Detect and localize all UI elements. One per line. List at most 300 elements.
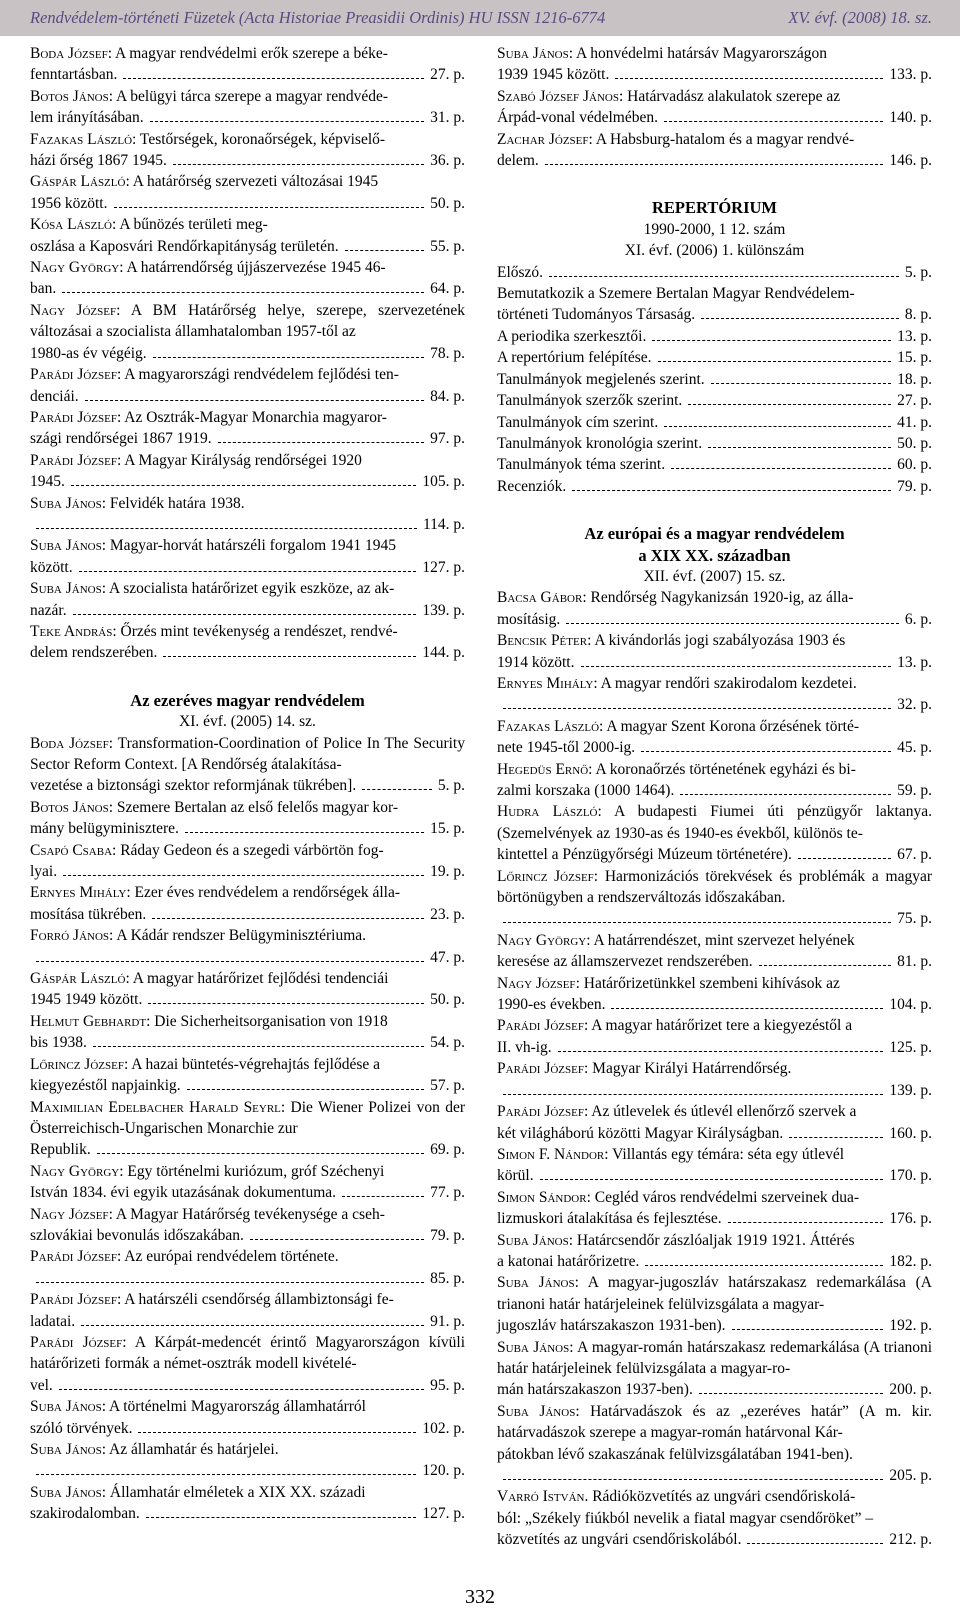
entry-title-end: mosítása tükrében.: [30, 905, 147, 923]
entry-tail: [497, 780, 932, 801]
dot-leader: [342, 1196, 424, 1197]
page-reference: 77. p.: [430, 1184, 465, 1202]
entry-title-end: 1945.: [30, 473, 65, 491]
entry-heading: [497, 759, 932, 780]
entry-author: Suba János: [497, 1402, 576, 1420]
entry-tail: [30, 1225, 465, 1246]
page-reference: 6. p.: [904, 610, 932, 628]
entry-author: Nagy György: [30, 259, 120, 277]
dot-leader: [73, 614, 417, 615]
toc-entry: [497, 1015, 932, 1058]
page-reference: 75. p.: [897, 910, 932, 928]
page-reference: 27. p.: [897, 392, 932, 410]
dot-leader: [701, 318, 899, 319]
toc-entry: [30, 535, 465, 578]
dot-leader: [146, 1517, 417, 1518]
entry-title: : Egy történelmi kuriózum, gróf Széchenyi: [119, 1162, 385, 1180]
entry-tail: [497, 609, 932, 630]
entry-title: : A kivándorlás jogi szabályozása 1903 és: [587, 632, 846, 650]
page-reference: 13. p.: [897, 653, 932, 671]
entry-title-end: pátokban lévő szakaszának felülvizsgálatában 1941-ben).: [497, 1445, 853, 1463]
dot-leader: [671, 468, 891, 469]
toc-entry: [30, 578, 465, 621]
entry-tail: [497, 1508, 932, 1529]
entry-author: Suba János: [497, 1338, 570, 1356]
page-reference: 140. p.: [889, 109, 932, 127]
entry-heading: [497, 283, 932, 304]
dot-leader: [615, 78, 883, 79]
entry-title-end: ladatai.: [30, 1312, 76, 1330]
entry-author: Suba János: [30, 1398, 102, 1416]
entry-tail: [30, 557, 465, 578]
entry-title: : Transformation-Coordination of Police In The Security Sector Reform Context. [A Rendőrség átalakítása-: [30, 734, 465, 773]
page-reference: 15. p.: [897, 349, 932, 367]
entry-heading: [497, 801, 932, 844]
toc-entry: [30, 129, 465, 172]
page-reference: 67. p.: [897, 846, 932, 864]
entry-heading: [497, 673, 932, 694]
entry-title-end: mán határszakaszon 1937-ben).: [497, 1381, 693, 1399]
entry-title: : A bűnözés területi meg-: [112, 216, 268, 234]
entry-title: : Ráday Gedeon és a szegedi várbörtön fog-: [112, 841, 384, 859]
toc-entry: [497, 1401, 932, 1465]
dot-leader: [699, 1393, 884, 1394]
page-reference: 146. p.: [889, 152, 932, 170]
entry-title-end: nete 1945-től 2000-ig.: [497, 739, 636, 757]
dot-leader: [688, 404, 891, 405]
toc-entry: [30, 882, 465, 925]
dot-leader: [549, 276, 899, 277]
entry-heading: [30, 43, 465, 64]
entry-tail: [30, 107, 465, 128]
page-reference: 60. p.: [897, 456, 932, 474]
entry-title-end: kiegyezéstől napjainkig.: [30, 1077, 181, 1095]
toc-entry: [497, 716, 932, 759]
page-reference: 27. p.: [430, 66, 465, 84]
page-reference: 212. p.: [889, 1531, 932, 1549]
entry-tail: [30, 343, 465, 364]
entry-list-1: [30, 43, 465, 664]
entry-title-end: kintettel a Pénzügyőrségi Múzeum történetére).: [497, 846, 792, 864]
page-reference: 81. p.: [897, 953, 932, 971]
entry-tail: [497, 326, 932, 347]
entry-title-end: Tanulmányok téma szerint.: [497, 456, 666, 474]
entry-title: Bemutatkozik a Szemere Bertalan Magyar Rendvédelem-: [497, 285, 855, 303]
page-reference: 41. p.: [897, 413, 932, 431]
entry-tail: [497, 1208, 932, 1229]
entry-title: : Cegléd város rendvédelmi szerveinek dua-: [586, 1188, 860, 1206]
entry-heading: [497, 43, 932, 64]
toc-entry: [30, 1439, 465, 1482]
dot-leader: [759, 965, 892, 966]
entry-title-end: a katonai határőrizetre.: [497, 1252, 640, 1270]
entry-heading: [30, 129, 465, 150]
dot-leader: [163, 656, 416, 657]
toc-entry: [30, 1289, 465, 1332]
page-reference: 54. p.: [430, 1034, 465, 1052]
entry-heading: [30, 1396, 465, 1417]
entry-title-end: szakirodalomban.: [30, 1505, 140, 1523]
entry-title: : Az Osztrák-Magyar Monarchia magyaror-: [116, 408, 387, 426]
page-reference: 50. p.: [897, 434, 932, 452]
entry-heading: [30, 925, 465, 946]
entry-tail: [30, 193, 465, 214]
dot-leader: [503, 922, 891, 923]
dot-leader: [664, 121, 883, 122]
page-reference: 192. p.: [889, 1317, 932, 1335]
entry-author: Ernyes Mihály: [497, 674, 594, 692]
toc-entry: [30, 407, 465, 450]
dot-leader: [789, 1137, 883, 1138]
page-reference: 59. p.: [897, 782, 932, 799]
entry-title: : A határszéli csendőrség állambiztonsági fe-: [116, 1291, 394, 1309]
entry-heading: [497, 1058, 932, 1079]
entry-title: : Magyar Királyi Határrendőrség.: [583, 1060, 792, 1078]
dot-leader: [572, 490, 891, 491]
entry-heading: [30, 535, 465, 556]
entry-author: Suba János: [497, 1231, 569, 1249]
entry-author: Parádi József: [30, 408, 117, 426]
entry-tail: [30, 471, 465, 492]
toc-entry: [497, 129, 932, 172]
entry-author: Szabó József János: [497, 87, 619, 105]
entry-heading: [30, 86, 465, 107]
entry-heading: [497, 930, 932, 951]
toc-entry: [497, 1230, 932, 1273]
entry-title: : Die Wiener Polizei von der Österreichisch-Ungarischen Monarchie zur: [30, 1098, 465, 1137]
entry-title: : Harmonizációs törekvések és problémák a magyar börtönügyben a rendszerváltozás időszakában.: [497, 867, 932, 907]
entry-tail: [497, 454, 932, 475]
toc-entry: [497, 630, 932, 673]
page-reference: 205. p.: [889, 1467, 932, 1484]
toc-entry: [30, 1246, 465, 1289]
entry-title: : Az útlevelek és útlevél ellenőrző szervek a: [583, 1103, 857, 1121]
section-title: Az európai és a magyar rendvédelem: [584, 524, 845, 544]
entry-title-end: A periodika szerkesztői.: [497, 327, 647, 345]
entry-heading: [30, 1054, 465, 1075]
entry-tail: [30, 775, 465, 796]
entry-title: : Rendőrség Nagykanizsán 1920-ig, az álla-: [582, 589, 854, 607]
entry-tail: [497, 1251, 932, 1272]
entry-title-end: keresése az államszervezet rendszerében.: [497, 953, 753, 971]
entry-tail: [497, 347, 932, 368]
entry-title-end: két világháború közötti Magyar Királyságban.: [497, 1124, 784, 1142]
entry-heading: [30, 733, 465, 776]
dot-leader: [732, 1329, 884, 1330]
page-reference: 45. p.: [897, 739, 932, 757]
toc-entry: [30, 1482, 465, 1525]
entry-title: : Államhatár elméletek a XIX XX. századi: [101, 1483, 366, 1501]
toc-entry: [30, 1161, 465, 1204]
entry-title: : A hazai büntetés-végrehajtás fejlődése a: [123, 1055, 381, 1073]
page-reference: 79. p.: [897, 477, 932, 495]
entry-tail: [497, 107, 932, 128]
entry-title: : A magyar határőrizet fejlődési tendenciái: [125, 970, 389, 988]
dot-leader: [93, 1046, 424, 1047]
dot-leader: [81, 1325, 424, 1326]
entry-author: Suba János: [30, 537, 102, 555]
entry-heading: [497, 129, 932, 150]
page-reference: 19. p.: [430, 863, 465, 881]
entry-heading: [30, 450, 465, 471]
entry-title-end: 1914 között.: [497, 653, 575, 671]
entry-tail: [30, 1503, 465, 1524]
entry-tail: [30, 514, 465, 535]
page-reference: 102. p.: [422, 1419, 465, 1437]
entry-title: : Die Sicherheitsorganisation von 1918: [146, 1012, 388, 1030]
dot-leader: [652, 340, 891, 341]
dot-leader: [558, 1051, 884, 1052]
entry-title: : A határrendészet, mint szervezet helyének: [586, 931, 855, 949]
entry-title-end: házi őrség 1867 1945.: [30, 152, 167, 170]
page-reference: 13. p.: [897, 327, 932, 345]
entry-list-2: [30, 733, 465, 1525]
entry-heading: [30, 1289, 465, 1310]
entry-tail: [30, 861, 465, 882]
toc-entry: [30, 300, 465, 364]
dot-leader: [152, 918, 424, 919]
entry-title-end: 1980-as év végéig.: [30, 344, 147, 362]
toc-entry: [30, 214, 465, 257]
entry-author: Forró János: [30, 927, 110, 945]
entry-heading: [497, 1187, 932, 1208]
entry-title: : Szemere Bertalan az első felelős magyar kor-: [108, 798, 399, 816]
toc-entry: [497, 1272, 932, 1336]
entry-author: Lőrincz József: [497, 867, 594, 885]
dot-leader: [36, 528, 417, 529]
entry-tail: [497, 476, 932, 497]
entry-tail: [497, 1379, 932, 1400]
toc-entry: [30, 364, 465, 407]
entry-heading: [30, 1332, 465, 1375]
dot-leader: [97, 1153, 424, 1154]
entry-tail: [30, 1460, 465, 1481]
dot-leader: [153, 357, 424, 358]
dot-leader: [728, 1222, 884, 1223]
toc-entry: [497, 262, 932, 283]
entry-author: Zachar József: [497, 130, 589, 148]
entry-heading: [30, 300, 465, 343]
page-reference: 5. p.: [437, 777, 465, 795]
dot-leader: [123, 78, 424, 79]
entry-title: : Ezer éves rendvédelem a rendőrségek álla-: [126, 884, 400, 902]
entry-heading: [30, 1161, 465, 1182]
entry-heading: [497, 1337, 932, 1380]
entry-author: Gáspár László: [30, 970, 126, 988]
entry-title: : A magyar-jugoszláv határszakasz redemarkálása (A trianoni határ határjeleinek felülvizsgálata a magyar-: [497, 1274, 932, 1313]
entry-tail: [497, 844, 932, 865]
entry-tail: [30, 1139, 465, 1160]
dot-leader: [79, 571, 417, 572]
toc-entry: [497, 369, 932, 390]
entry-heading: [30, 1097, 465, 1140]
entry-tail: [30, 428, 465, 449]
entry-author: Parádi József: [30, 1248, 117, 1266]
dot-leader: [503, 1479, 883, 1480]
toc-entry: [497, 412, 932, 433]
entry-heading: [30, 621, 465, 642]
entry-author: Maximilian Edelbacher Harald Seyrl: [30, 1098, 281, 1116]
page-reference: 200. p.: [889, 1381, 932, 1399]
entry-title-end: Tanulmányok kronológia szerint.: [497, 434, 703, 452]
entry-author: Suba János: [30, 580, 102, 598]
entry-author: Helmut Gebhardt: [30, 1012, 147, 1030]
entry-title-end: ból: „Székely fiúkból nevelik a fiatal magyar csendőröket” –: [497, 1509, 874, 1527]
entry-heading: [30, 1246, 465, 1267]
page-reference: 133. p.: [889, 66, 932, 84]
entry-author: Nagy György: [497, 931, 587, 949]
entry-title: : Magyar-horvát határszéli forgalom 1941 1945: [101, 537, 396, 555]
dot-leader: [36, 961, 424, 962]
entry-heading: [497, 1230, 932, 1251]
dot-leader: [218, 442, 424, 443]
entry-title-end: körül.: [497, 1167, 534, 1185]
entry-tail: [30, 989, 465, 1010]
entry-title-end: fenntartásban.: [30, 66, 118, 84]
entry-heading: [30, 840, 465, 861]
entry-tail: [30, 64, 465, 85]
entry-heading: [30, 214, 465, 235]
entry-title-end: lyai.: [30, 863, 58, 881]
dot-leader: [711, 383, 891, 384]
entry-list-5: [497, 587, 932, 1550]
dot-leader: [345, 250, 425, 251]
entry-title-end: szlovákiai bevonulás időszakában.: [30, 1226, 244, 1244]
entry-author: Bencsik Péter: [497, 632, 588, 650]
dot-leader: [59, 1389, 424, 1390]
entry-title-end: ban.: [30, 280, 57, 298]
entry-title: : A budapesti Fiumei úti pénzügyőr laktanya. (Szemelvények az 1930-as és 1940-es évekből, különös te-: [497, 803, 932, 842]
entry-title-end: lizmuskori átalakítása és fejlesztése.: [497, 1210, 722, 1228]
entry-tail: [497, 1123, 932, 1144]
page-reference: 18. p.: [897, 370, 932, 388]
entry-title-end: jugoszláv határszakaszon 1931-ben).: [497, 1317, 726, 1335]
journal-title: Rendvédelem-történeti Füzetek (Acta Historiae Preasidii Ordinis) HU ISSN 1216-6774: [30, 8, 606, 27]
entry-tail: [497, 1315, 932, 1336]
dot-leader: [581, 666, 892, 667]
entry-title-end: 1945 1949 között.: [30, 991, 143, 1009]
toc-entry: [30, 1011, 465, 1054]
entry-heading: [30, 493, 465, 514]
page-reference: 69. p.: [430, 1141, 465, 1159]
dot-leader: [114, 207, 425, 208]
entry-title-end: történeti Tudományos Társaság.: [497, 306, 696, 324]
toc-entry: [30, 171, 465, 214]
entry-tail: [30, 818, 465, 839]
entry-title-end: bis 1938.: [30, 1034, 87, 1052]
entry-tail: [497, 737, 932, 758]
toc-entry: [30, 1054, 465, 1097]
entry-author: Nagy József: [30, 1205, 109, 1223]
page-reference: 23. p.: [430, 905, 465, 923]
entry-author: Suba János: [497, 45, 569, 62]
dot-leader: [566, 623, 899, 624]
right-column: [497, 43, 932, 1551]
entry-title-end: delem.: [497, 152, 539, 170]
toc-entry: [30, 1204, 465, 1247]
page-reference: 182. p.: [889, 1252, 932, 1270]
page-reference: 160. p.: [889, 1124, 932, 1142]
entry-title: : A magyar-román határszakasz redemarkálása (A trianoni határ határjeleinek felülvizsgálata a magyar-ro-: [497, 1338, 932, 1377]
dot-leader: [85, 400, 424, 401]
entry-author: Parádi József: [30, 1291, 117, 1309]
entry-title-end: denciái.: [30, 387, 79, 405]
page-reference: 5. p.: [904, 263, 932, 281]
entry-tail: [497, 1465, 932, 1486]
entry-title: : Testőrségek, koronaőrségek, képviselő-: [132, 130, 386, 148]
entry-heading: [497, 1144, 932, 1165]
entry-heading: [497, 587, 932, 608]
toc-entry: [30, 43, 465, 86]
entry-author: Suba János: [497, 1274, 575, 1292]
entry-tail: [30, 1375, 465, 1396]
entry-list-3: [497, 43, 932, 171]
entry-author: Varró István: [497, 1488, 585, 1506]
entry-title: : Határcsendőr zászlóaljak 1919 1921. Áttérés: [568, 1231, 855, 1249]
toc-entry: [497, 801, 932, 865]
page-reference: 32. p.: [897, 696, 932, 714]
toc-entry: [30, 86, 465, 129]
entry-author: Parádi József: [30, 1333, 123, 1351]
section-title: REPERTÓRIUM: [651, 198, 777, 218]
entry-title: : A Habsburg-hatalom és a magyar rendvé-: [588, 130, 855, 148]
entry-title: : Az államhatár és határjelei.: [101, 1441, 279, 1458]
dot-leader: [664, 426, 891, 427]
dot-leader: [362, 789, 432, 790]
toc-entry: [497, 390, 932, 411]
entry-tail: [497, 1165, 932, 1186]
entry-author: Kósa László: [30, 216, 112, 234]
entry-title-end: A repertórium felépítése.: [497, 349, 652, 367]
page-reference: 104. p.: [889, 996, 932, 1014]
running-header: [0, 0, 960, 36]
entry-author: Nagy György: [30, 1162, 120, 1180]
page-reference: 91. p.: [430, 1312, 465, 1330]
entry-title-end: oszlása a Kaposvári Rendőrkapitányság területén.: [30, 237, 339, 255]
page-reference: 15. p.: [430, 820, 465, 838]
entry-title: : A magyarországi rendvédelem fejlődési ten-: [116, 366, 399, 384]
entry-author: Hegedüs Ernő: [497, 760, 589, 778]
entry-author: Boda József: [30, 734, 109, 752]
toc-entry: [497, 43, 932, 86]
entry-tail: [30, 1182, 465, 1203]
entry-title: : Határvadászok és az „ezeréves határ” (A m. kir. határvadászok szerepe a magyar-román határvonal Kár-: [497, 1402, 932, 1442]
entry-title-end: Tanulmányok megjelenés szerint.: [497, 370, 705, 388]
entry-tail: [30, 904, 465, 925]
entry-author: Suba János: [30, 1483, 102, 1501]
dot-leader: [747, 1543, 883, 1544]
entry-title: : A magyar Szent Korona őrzésének törté-: [599, 717, 859, 735]
entry-heading: [497, 866, 932, 909]
entry-author: Csapó Csaba: [30, 841, 113, 859]
toc-entry: [497, 930, 932, 973]
entry-tail: [30, 1075, 465, 1096]
entry-author: Fazakas László: [30, 130, 133, 148]
dot-leader: [503, 1094, 883, 1095]
entry-tail: [497, 652, 932, 673]
entry-title-end: mosításig.: [497, 610, 561, 628]
entry-author: Ernyes Mihály: [30, 884, 127, 902]
page-reference: 78. p.: [430, 344, 465, 362]
entry-title: : A Magyar Határőrség tevékenysége a cseh-: [108, 1205, 385, 1223]
entry-title: : A Magyar Királyság rendőrségei 1920: [116, 451, 362, 469]
entry-title: : A BM Határőrség helye, szerepe, szervezetének változásai a szocialista államhatalomban 1957-től az: [30, 301, 465, 341]
entry-tail: [497, 150, 932, 171]
left-column: [30, 43, 465, 1525]
page-reference: 127. p.: [422, 558, 465, 576]
toc-entry: [30, 925, 465, 968]
entry-title: : Villantás egy témára: séta egy útlevél: [604, 1145, 845, 1163]
